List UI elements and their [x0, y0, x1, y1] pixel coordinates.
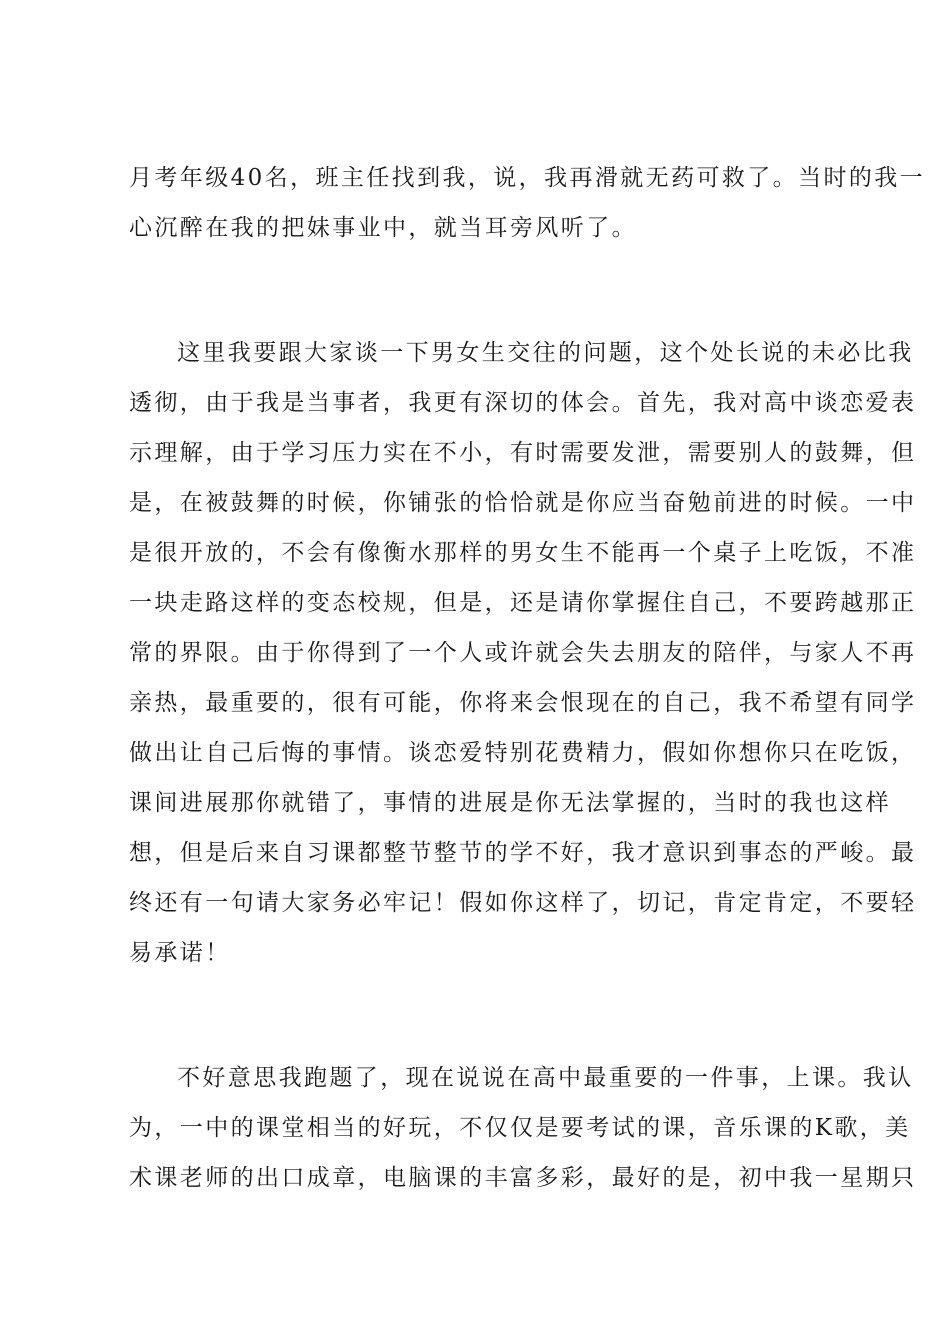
text-line: 常的界限。由于你得到了一个人或许就会失去朋友的陪伴，与家人不再 — [129, 640, 917, 666]
text-line: 术课老师的出口成章，电脑课的丰富多彩，最好的是，初中我一星期只 — [129, 1165, 917, 1191]
text-line: 是，在被鼓舞的时候，你铺张的恰恰就是你应当奋勉前进的时候。一中 — [129, 490, 917, 516]
text-line: 透彻，由于我是当事者，我更有深切的体会。首先，我对高中谈恋爱表 — [129, 390, 917, 416]
text-line: 做出让自己后悔的事情。谈恋爱特别花费精力，假如你想你只在吃饭， — [129, 740, 917, 766]
text-line: 心沉醉在我的把妹事业中，就当耳旁风听了。 — [129, 215, 637, 241]
paragraph — [129, 328, 917, 978]
text-line: 是很开放的，不会有像衡水那样的男女生不能再一个桌子上吃饭，不准 — [129, 540, 917, 566]
text-line: 不好意思我跑题了，现在说说在高中最重要的一件事，上课。我认 — [177, 1065, 914, 1091]
text-line: 易承诺！ — [129, 940, 231, 966]
paragraph — [129, 153, 926, 253]
text-line: 亲热，最重要的，很有可能，你将来会恨现在的自己，我不希望有同学 — [129, 690, 917, 716]
text-line: 月考年级40名，班主任找到我，说，我再滑就无药可救了。当时的我一 — [129, 165, 926, 191]
text-line: 这里我要跟大家谈一下男女生交往的问题，这个处长说的未必比我 — [177, 340, 914, 366]
text-line: 一块走路这样的变态校规，但是，还是请你掌握住自己，不要跨越那正 — [129, 590, 917, 616]
text-line: 为，一中的课堂相当的好玩，不仅仅是要考试的课，音乐课的K歌，美 — [129, 1115, 911, 1141]
paragraph — [129, 1053, 917, 1203]
text-line: 想，但是后来自习课都整节整节的学不好，我才意识到事态的严峻。最 — [129, 840, 917, 866]
text-line: 终还有一句请大家务必牢记！假如你这样了，切记，肯定肯定，不要轻 — [129, 890, 917, 916]
text-line: 课间进展那你就错了，事情的进展是你无法掌握的，当时的我也这样 — [129, 790, 891, 816]
text-line: 示理解，由于学习压力实在不小，有时需要发泄，需要别人的鼓舞，但 — [129, 440, 917, 466]
